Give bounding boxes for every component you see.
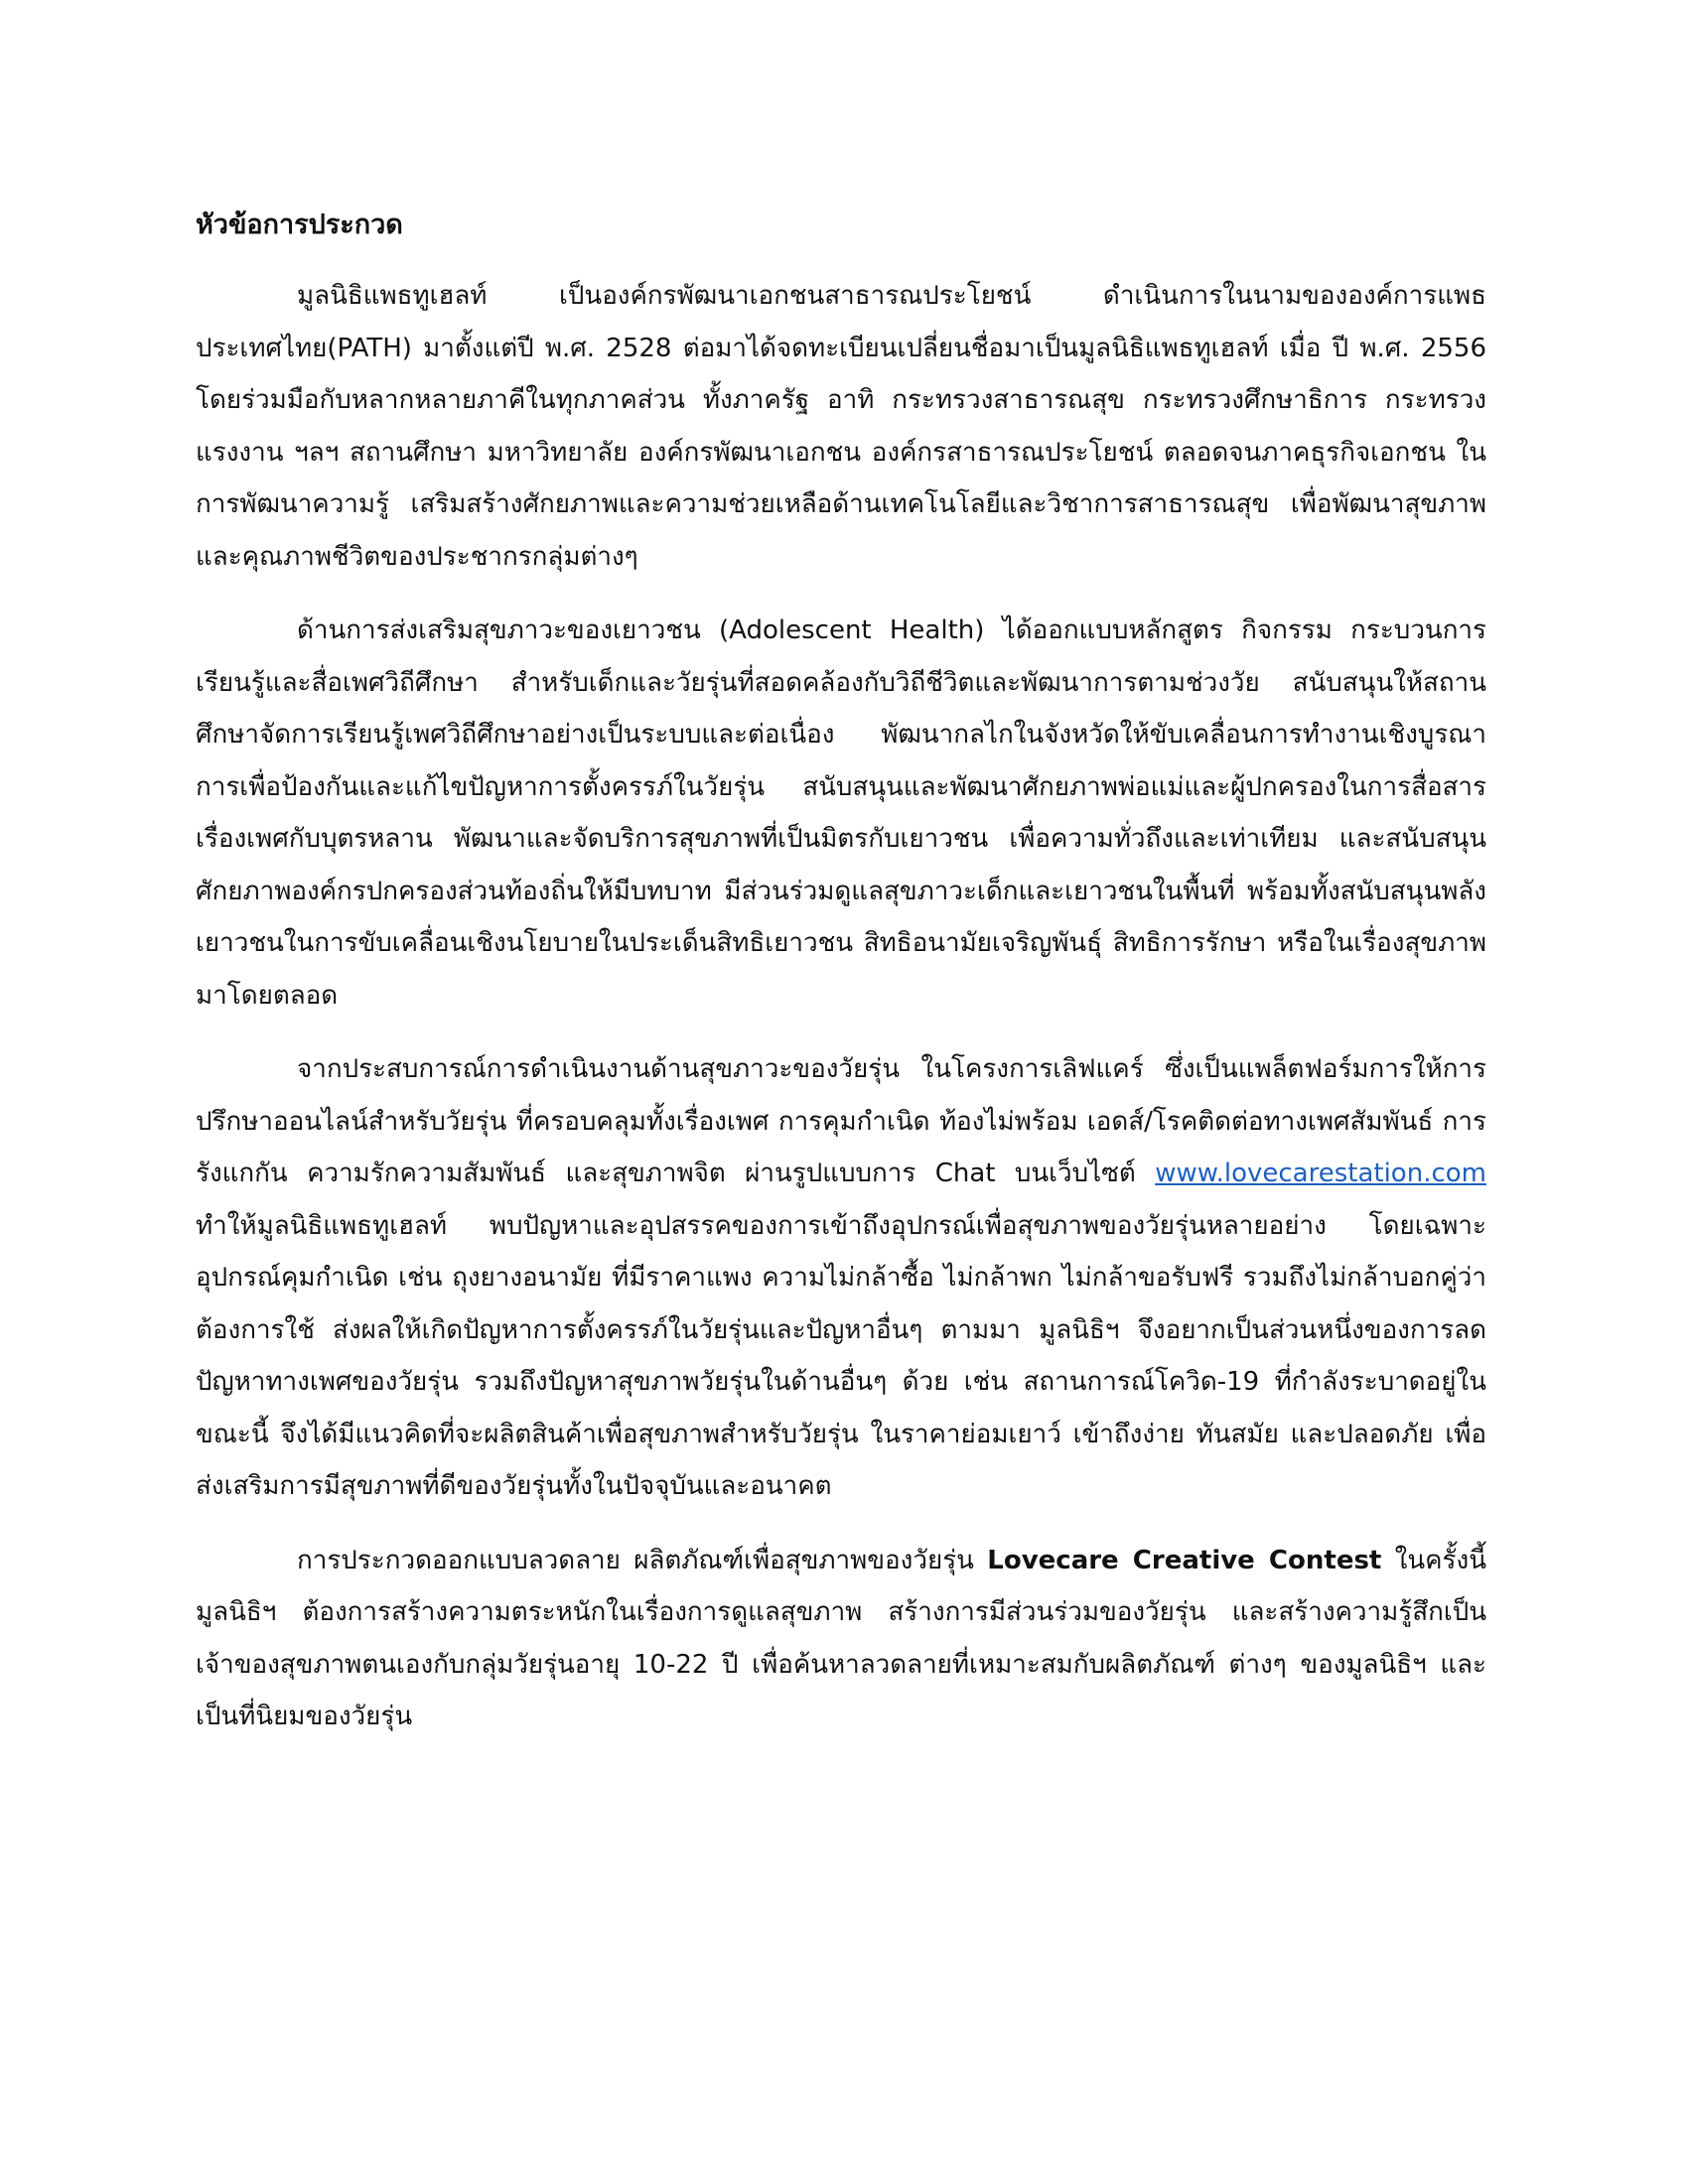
- paragraph-lovecare-experience: [196, 1043, 1486, 1513]
- paragraph-text: มูลนิธิแพธทูเฮลท์ เป็นองค์กรพัฒนาเอกชนสาธารณประโยชน์ ดำเนินการในนามขององค์การแพธประเทศไทย(PATH) มาตั้งแต่ปี พ.ศ. 2528 ต่อมาได้จดทะเบียนเปลี่ยนชื่อมาเป็นมูลนิธิแพธทูเฮลท์ เมื่อ ปี พ.ศ. 2556 โดยร่วมมือกับหลากหลายภาคีในทุกภาคส่วน ทั้งภาครัฐ อาทิ กระทรวงสาธารณสุข กระทรวงศึกษาธิการ กระทรวงแรงงาน ฯลฯ สถานศึกษา มหาวิทยาลัย องค์กรพัฒนาเอกชน องค์กรสาธารณประโยชน์ ตลอดจนภาคธุรกิจเอกชน ในการพัฒนาความรู้ เสริมสร้างศักยภาพและความช่วยเหลือด้านเทคโนโลยีและวิชาการสาธารณสุข เพื่อพัฒนาสุขภาพและคุณภาพชีวิตของประชากรกลุ่มต่างๆ: [196, 281, 1486, 572]
- paragraph-text-after-bold: ในครั้งนี้ มูลนิธิฯ ต้องการสร้างความตระหนักในเรื่องการดูแลสุขภาพ สร้างการมีส่วนร่วมของวัยรุ่น และสร้างความรู้สึกเป็นเจ้าของสุขภาพตนเองกับกลุ่มวัยรุ่นอายุ 10-22 ปี เพื่อค้นหาลวดลายที่เหมาะสมกับผลิตภัณฑ์ ต่างๆ ของมูลนิธิฯ และเป็นที่นิยมของวัยรุ่น: [196, 1545, 1486, 1731]
- contest-name: Lovecare Creative Contest: [987, 1545, 1382, 1575]
- paragraph-text-after-link: ทำให้มูลนิธิแพธทูเฮลท์ พบปัญหาและอุปสรรคของการเข้าถึงอุปกรณ์เพื่อสุขภาพของวัยรุ่นหลายอย่าง โดยเฉพาะอุปกรณ์คุมกำเนิด เช่น ถุงยางอนามัย ที่มีราคาแพง ความไม่กล้าซื้อ ไม่กล้าพก ไม่กล้าขอรับฟรี รวมถึงไม่กล้าบอกคู่ว่าต้องการใช้ ส่งผลให้เกิดปัญหาการตั้งครรภ์ในวัยรุ่นและปัญหาอื่นๆ ตามมา มูลนิธิฯ จึงอยากเป็นส่วนหนึ่งของการลดปัญหาทางเพศของวัยรุ่น รวมถึงปัญหาสุขภาพวัยรุ่นในด้านอื่นๆ ด้วย เช่น สถานการณ์โควิด-19 ที่กำลังระบาดอยู่ในขณะนี้ จึงได้มีแนวคิดที่จะผลิตสินค้าเพื่อสุขภาพสำหรับวัยรุ่น ในราคาย่อมเยาว์ เข้าถึงง่าย ทันสมัย และปลอดภัย เพื่อส่งเสริมการมีสุขภาพที่ดีของวัยรุ่นทั้งในปัจจุบันและอนาคต: [196, 1210, 1486, 1501]
- lovecarestation-link[interactable]: www.lovecarestation.com: [1155, 1159, 1486, 1188]
- paragraph-text-before-bold: การประกวดออกแบบลวดลาย ผลิตภัณฑ์เพื่อสุขภาพของวัยรุ่น: [297, 1545, 988, 1575]
- paragraph-adolescent-health: [196, 605, 1486, 1022]
- paragraph-text: ด้านการส่งเสริมสุขภาวะของเยาวชน (Adolescent Health) ได้ออกแบบหลักสูตร กิจกรรม กระบวนการเรียนรู้และสื่อเพศวิถีศึกษา สำหรับเด็กและวัยรุ่นที่สอดคล้องกับวิถีชีวิตและพัฒนาการตามช่วงวัย สนับสนุนให้สถานศึกษาจัดการเรียนรู้เพศวิถีศึกษาอย่างเป็นระบบและต่อเนื่อง พัฒนากลไกในจังหวัดให้ขับเคลื่อนการทำงานเชิงบูรณาการเพื่อป้องกันและแก้ไขปัญหาการตั้งครรภ์ในวัยรุ่น สนับสนุนและพัฒนาศักยภาพพ่อแม่และผู้ปกครองในการสื่อสารเรื่องเพศกับบุตรหลาน พัฒนาและจัดบริการสุขภาพที่เป็นมิตรกับเยาวชน เพื่อความทั่วถึงและเท่าเทียม และสนับสนุนศักยภาพองค์กรปกครองส่วนท้องถิ่นให้มีบทบาท มีส่วนร่วมดูแลสุขภาวะเด็กและเยาวชนในพื้นที่ พร้อมทั้งสนับสนุนพลังเยาวชนในการขับเคลื่อนเชิงนโยบายในประเด็นสิทธิเยาวชน สิทธิอนามัยเจริญพันธุ์ สิทธิการรักษา หรือในเรื่องสุขภาพมาโดยตลอด: [196, 615, 1486, 1011]
- paragraph-text-before-link: จากประสบการณ์การดำเนินงานด้านสุขภาวะของวัยรุ่น ในโครงการเลิฟแคร์ ซึ่งเป็นแพล็ตฟอร์มการให้การปรึกษาออนไลน์สำหรับวัยรุ่น ที่ครอบคลุมทั้งเรื่องเพศ การคุมกำเนิด ท้องไม่พร้อม เอดส์/โรคติดต่อทางเพศสัมพันธ์ การรังแกกัน ความรักความสัมพันธ์ และสุขภาพจิต ผ่านรูปแบบการ Chat บนเว็บไซต์: [196, 1054, 1486, 1188]
- paragraph-about-foundation: [196, 270, 1486, 583]
- document-heading: หัวข้อการประกวด: [196, 209, 403, 240]
- document-page: [196, 201, 1486, 1765]
- paragraph-contest-purpose: [196, 1535, 1486, 1743]
